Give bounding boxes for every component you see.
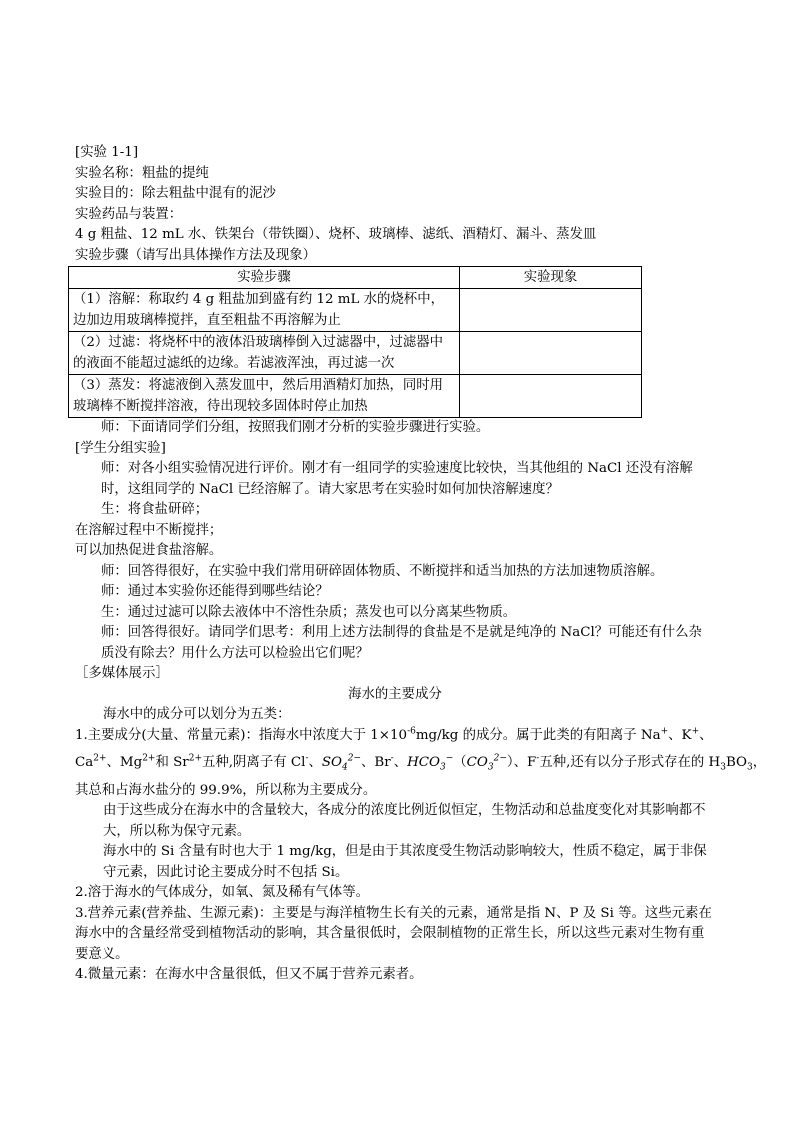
student-line: 生：将食盐研碎； [101,502,209,517]
teacher-line: 师：回答得很好，在实验中我们常用研碎固体物质、不断搅拌和适当加热的方法加速物质溶解。 [101,563,664,579]
paragraph: 海水中的 Si 含量有时也大于 1 mg/kg，但是由于其浓度受生物活动影响较大，性质不稳定，属于非保守元素，因此讨论主要成分时不包括 Si。 [103,844,707,880]
paragraph: 2.溶于海水的气体成分，如氧、氮及稀有气体等。 [75,885,369,900]
materials-list: 4 g 粗盐、12 mL 水、铁架台（带铁圈）、烧杯、玻璃棒、滤纸、酒精灯、漏斗、蒸发皿 [75,227,597,242]
table-cell-observation [459,289,641,332]
section-heading: [实验 1-1] [75,145,139,160]
section-heading: [学生分组实验] [75,440,166,456]
materials-heading: 实验药品与装置： [75,206,183,222]
paragraph: 4.微量元素：在海水中含量很低，但又不属于营养元素者。 [75,967,423,982]
table-row [69,332,642,375]
table-header-step: 实验步骤 [69,267,460,289]
table-cell-step: （3）蒸发：将滤液倒入蒸发皿中，然后用酒精灯加热，同时用玻璃棒不断搅拌溶液，待出现较多固体时停止加热 [69,375,460,418]
table-cell-observation [459,375,641,418]
paragraph: 3.营养元素(营养盐、生源元素)：主要是与海洋植物生长有关的元素，通常是指 N、P 及 Si 等。这些元素在海水中的含量经常受到植物活动的影响，其含量很低时，会限制植物的正常生长，所以这些元素对生物有重要意义。 [75,905,712,962]
teacher-line: 师：通过本实验你还能得到哪些结论？ [101,584,329,599]
teacher-line: 师：下面请同学们分组，按照我们刚才分析的实验步骤进行实验。 [101,420,490,435]
document-body [73,143,767,986]
subsection-title: 海水的主要成分 [348,686,442,702]
table-row [69,375,642,418]
paragraph-main-components: 1.主要成分(大量、常量元素)：指海水中浓度大于 $1\times 10^{-6}mg/kg$ 的成分。属于此类的有阳离子 Na+、K+、 [75,726,713,743]
teacher-line: 师：对各小组实验情况进行评价。刚才有一组同学的实验速度比较快，当其他组的 NaCl 还没有溶解时，这组同学的 NaCl 已经溶解了。请大家思考在实验时如何加快溶解速度？ [101,461,693,497]
experiment-name: 实验名称：粗盐的提纯 [75,165,209,181]
student-line: 在溶解过程中不断搅拌； [75,522,223,538]
experiment-purpose: 实验目的：除去粗盐中混有的泥沙 [75,186,276,201]
paragraph: 海水中的成分可以划分为五类： [103,707,291,722]
table-cell-step: （2）过滤：将烧杯中的液体沿玻璃棒倒入过滤器中，过滤器中的液面不能超过滤纸的边缘。若滤液浑浊，再过滤一次 [69,332,460,375]
student-line: 可以加热促进食盐溶解。 [75,543,223,558]
carbonate-formula: $CO_3^{2-}$ [466,753,507,773]
teacher-line: 师：回答得很好。请同学们思考：利用上述方法制得的食盐是不是就是纯净的 NaCl？可能还有什么杂质没有除去？用什么方法可以检验出它们呢？ [101,625,702,661]
paragraph: 由于这些成分在海水中的含量较大，各成分的浓度比例近似恒定，生物活动和总盐度变化对其影响都不大，所以称为保守元素。 [103,803,706,839]
section-heading: ［多媒体展示］ [75,666,169,681]
sulfate-formula: $SO_4^{2-}$ [321,753,361,773]
table-cell-observation [459,332,641,375]
paragraph-ions: $Ca^{2+}$、$Mg^{2+}$和 $Sr^{2+}$五种,阴离子有 Cl-、$SO_4^{2-}$、Br-、$HCO_3^-(CO_3^{2-})$、F-五种,还有以分子形式存在的 $H_3BO_3$， [75,753,767,773]
steps-table [68,266,642,418]
table-row [69,289,642,332]
table-cell-step: （1）溶解：称取约 4 g 粗盐加到盛有约 12 mL 水的烧杯中，边加边用玻璃棒搅拌，直至粗盐不再溶解为止 [69,289,460,332]
table-header-row [69,267,642,289]
steps-heading: 实验步骤（请写出具体操作方法及现象） [75,247,317,263]
student-line: 生：通过过滤可以除去液体中不溶性杂质；蒸发也可以分离某些物质。 [101,604,517,620]
table-header-observation: 实验现象 [459,267,641,289]
bicarbonate-formula: $HCO_3^-$ [407,753,454,773]
paragraph: 其总和占海水盐分的 99.9%，所以称为主要成分。 [75,782,377,798]
